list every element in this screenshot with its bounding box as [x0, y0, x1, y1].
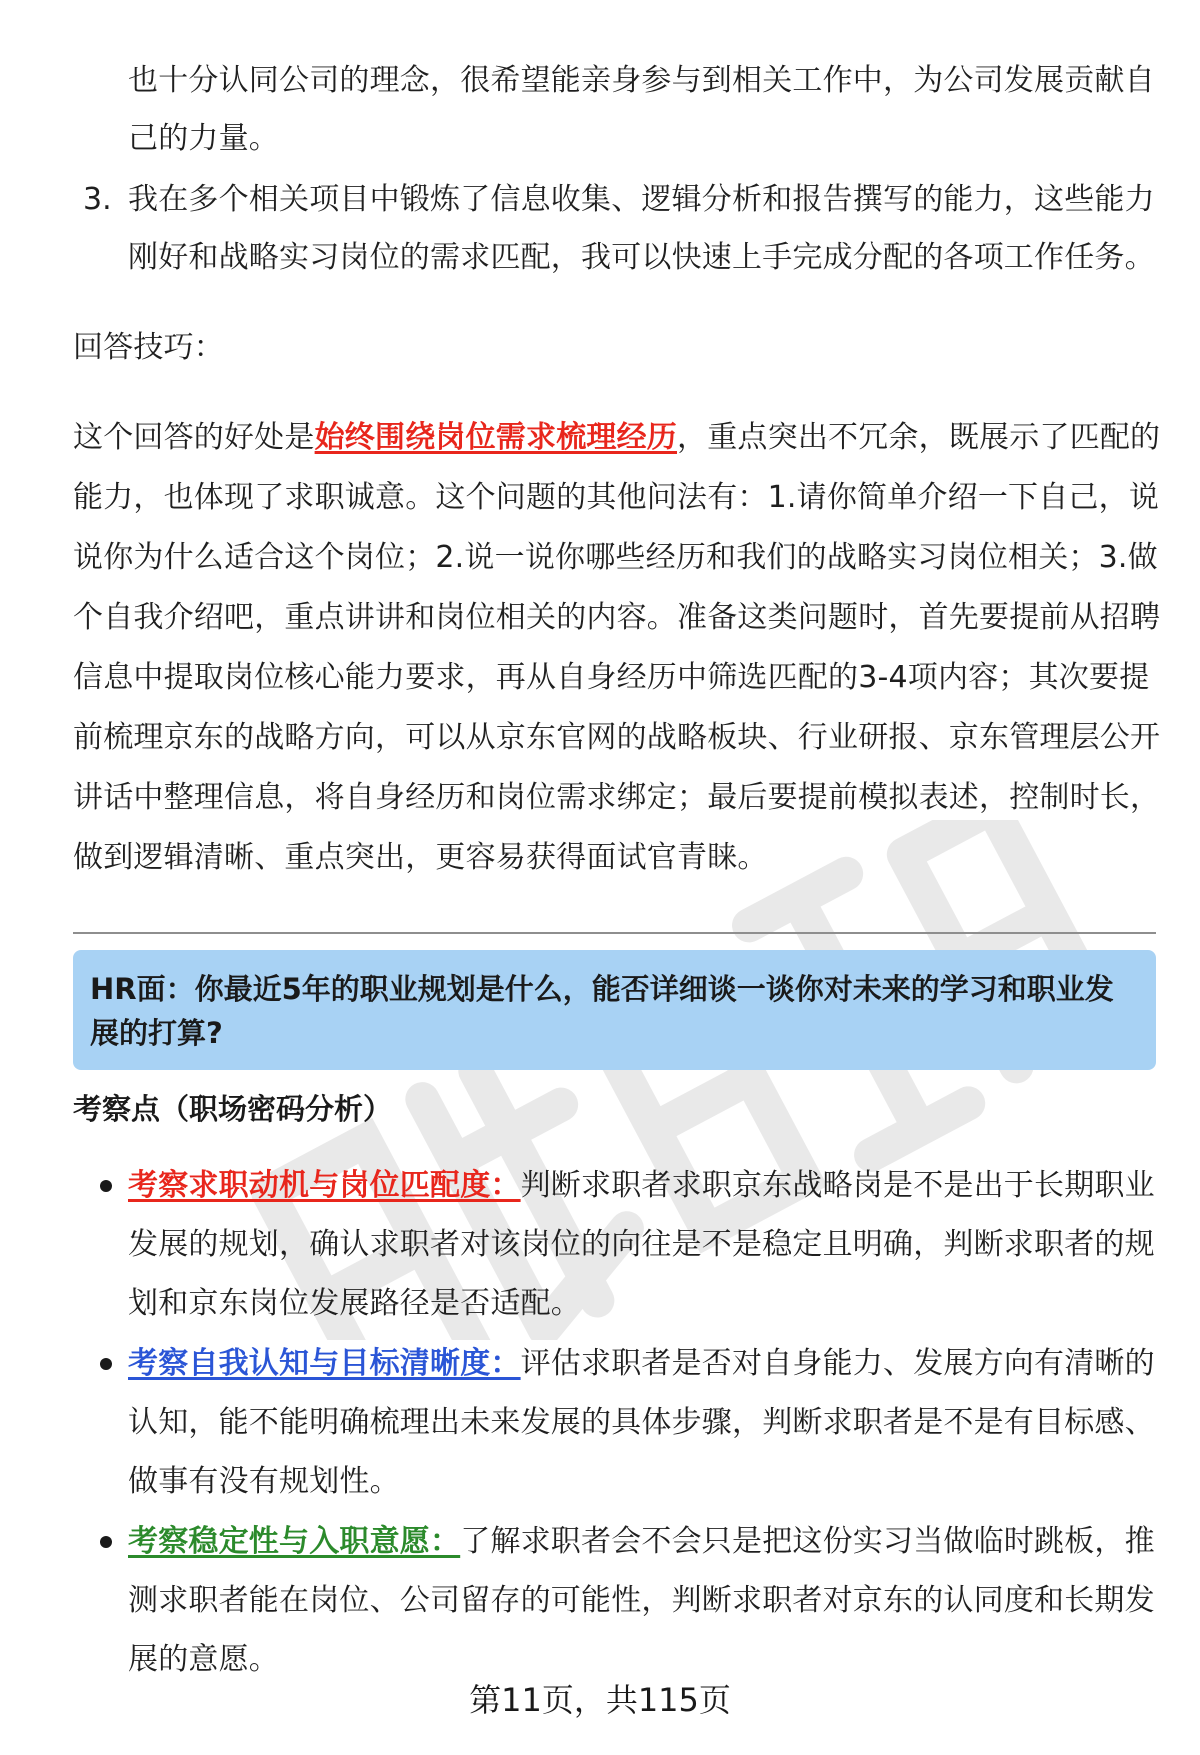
tips-line-7: 讲话中整理信息，将自身经历和岗位需求绑定；最后要提前模拟表述，控制时长， [73, 780, 1161, 815]
question-line-1: HR面：你最近5年的职业规划是什么，能否详细谈一谈你对未来的学习和职业发 [90, 972, 1114, 1006]
tips-line-6: 前梳理京东的战略方向，可以从京东官网的战略板块、行业研报、京东管理层公开 [73, 720, 1161, 755]
tips-prefix: 这个回答的好处是 [73, 420, 315, 455]
bullet-dot-2 [100, 1358, 112, 1370]
page-number: 第11页，共115页 [469, 1681, 731, 1719]
section-divider [73, 932, 1156, 934]
analysis-item-3-first: 了解求职者会不会只是把这份实习当做临时跳板，推 [460, 1524, 1155, 1559]
analysis-item-3-label: 考察稳定性与入职意愿： [128, 1524, 461, 1559]
tips-suffix: ，重点突出不冗余，既展示了匹配的 [677, 420, 1161, 455]
analysis-item-2-line-3: 做事有没有规划性。 [128, 1464, 400, 1499]
analysis-item-3-line-3: 展的意愿。 [128, 1642, 279, 1677]
list-number-3: 3. [83, 182, 112, 217]
tips-line-1 [73, 418, 1160, 458]
tips-heading: 回答技巧： [73, 330, 224, 365]
question-box [73, 950, 1156, 1070]
bullet-dot-1 [100, 1180, 112, 1192]
tips-highlight: 始终围绕岗位需求梳理经历 [314, 420, 678, 455]
analysis-item-2-line-1 [128, 1344, 1155, 1384]
intro-line-2: 己的力量。 [128, 121, 279, 156]
tips-line-2: 能力，也体现了求职诚意。这个问题的其他问法有：1.请你简单介绍一下自己，说 [73, 480, 1160, 515]
analysis-item-1-first: 判断求职者求职京东战略岗是不是出于长期职业 [520, 1168, 1155, 1203]
analysis-item-3-line-1 [128, 1522, 1155, 1562]
analysis-item-1-label: 考察求职动机与岗位匹配度： [128, 1168, 521, 1203]
analysis-item-1-line-1 [128, 1166, 1155, 1206]
question-line-2: 展的打算? [90, 1016, 223, 1050]
tips-line-5: 信息中提取岗位核心能力要求，再从自身经历中筛选匹配的3-4项内容；其次要提 [73, 660, 1150, 695]
analysis-item-1-line-2: 发展的规划，确认求职者对该岗位的向往是不是稳定且明确，判断求职者的规 [128, 1227, 1155, 1262]
analysis-title: 考察点（职场密码分析） [73, 1092, 393, 1126]
analysis-item-2-first: 评估求职者是否对自身能力、发展方向有清晰的 [520, 1346, 1155, 1381]
intro-line-1: 也十分认同公司的理念，很希望能亲身参与到相关工作中，为公司发展贡献自 [128, 63, 1155, 98]
tips-line-4: 个自我介绍吧，重点讲讲和岗位相关的内容。准备这类问题时，首先要提前从招聘 [73, 600, 1161, 635]
item3-line-2: 刚好和战略实习岗位的需求匹配，我可以快速上手完成分配的各项工作任务。 [128, 240, 1155, 275]
bullet-dot-3 [100, 1536, 112, 1548]
tips-line-8: 做到逻辑清晰、重点突出，更容易获得面试官青睐。 [73, 840, 768, 875]
analysis-item-2-line-2: 认知，能不能明确梳理出未来发展的具体步骤，判断求职者是不是有目标感、 [128, 1405, 1155, 1440]
analysis-item-2-label: 考察自我认知与目标清晰度： [128, 1346, 521, 1381]
tips-line-3: 说你为什么适合这个岗位；2.说一说你哪些经历和我们的战略实习岗位相关；3.做 [73, 540, 1158, 575]
analysis-item-1-line-3: 划和京东岗位发展路径是否适配。 [128, 1286, 581, 1321]
item3-line-1: 我在多个相关项目中锻炼了信息收集、逻辑分析和报告撰写的能力，这些能力 [128, 182, 1155, 217]
analysis-item-3-line-2: 测求职者能在岗位、公司留存的可能性，判断求职者对京东的认同度和长期发 [128, 1583, 1155, 1618]
